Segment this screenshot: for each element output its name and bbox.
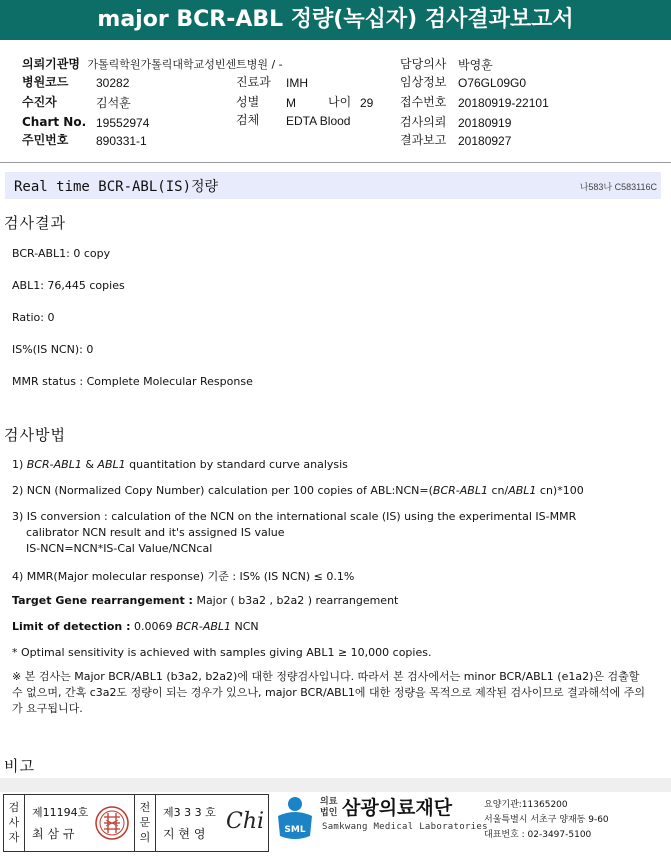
sex-label: 성별 xyxy=(236,95,260,109)
request-value: 20180919 xyxy=(458,116,512,130)
dept-value: IMH xyxy=(286,76,308,90)
clinical-value: O76GL09G0 xyxy=(458,76,527,90)
dept-label: 진료과 xyxy=(236,75,271,89)
result-bcr-abl1: BCR-ABL1: 0 copy xyxy=(12,247,111,260)
lod-gene: BCR-ABL1 xyxy=(175,620,232,633)
specialist-v2: 문 xyxy=(139,816,151,829)
lod-label: Limit of detection : xyxy=(12,620,131,633)
method-1-amp: & xyxy=(81,458,98,471)
method-note: ※ 본 검사는 Major BCR/ABL1 (b3a2, b2a2)에 대한 정량검사입니다. 따라서 본 검사에서는 minor BCR/ABL1 (e1a2)은 검출할 수 없으며, 간혹 c3a2도 정량이 되는 경우가 있으나, major BCR/ABL1에 대한 정량을 목적으로 제작된 검사이므로 결과해석에 주의가 요구됩니다. xyxy=(12,670,645,715)
method-2-a: 2) NCN (Normalized Copy Number) calculation per 100 copies of ABL:NCN=( xyxy=(12,484,433,497)
examiner-seal-icon xyxy=(94,805,130,841)
age-label: 나이 xyxy=(328,95,352,109)
lab-tag-2: 법인 xyxy=(320,808,338,818)
resident-value: 890331-1 xyxy=(96,134,147,148)
results-heading: 검사결과 xyxy=(4,214,66,232)
specialist-v1: 전 xyxy=(139,801,151,814)
hospital-code-label: 병원코드 xyxy=(22,75,69,89)
method-2-b: cn/ xyxy=(487,484,509,497)
hospital-code-row xyxy=(22,74,68,90)
test-title: Real time BCR-ABL(IS)정량 xyxy=(14,179,219,195)
specialist-name: 지 현 영 xyxy=(163,827,206,841)
examiner-name: 최 삼 규 xyxy=(32,827,75,841)
specialist-signature: Chi xyxy=(226,809,265,834)
receipt-label: 접수번호 xyxy=(400,95,447,109)
doctor-label: 담당의사 xyxy=(400,57,447,71)
lab-code: 요양기관:11365200 xyxy=(484,800,568,810)
method-4: 4) MMR(Major molecular response) 기준 : IS% (IS NCN) ≤ 0.1% xyxy=(12,570,355,583)
examiner-v2: 사 xyxy=(8,816,20,829)
report-title: major BCR-ABL 정량(녹십자) 검사결과보고서 xyxy=(0,0,671,40)
sml-logo-icon xyxy=(272,796,318,842)
chart-label: Chart No. xyxy=(22,115,87,129)
sign-divider-2 xyxy=(134,795,135,851)
result-abl1: ABL1: 76,445 copies xyxy=(12,279,125,292)
lab-address: 서울특별시 서초구 양재동 9-60 xyxy=(484,815,609,825)
test-band xyxy=(5,172,661,199)
receipt-value: 20180919-22101 xyxy=(458,96,549,110)
method-1 xyxy=(12,458,348,471)
specimen-label: 검체 xyxy=(236,113,260,127)
method-1-rest: quantitation by standard curve analysis xyxy=(125,458,348,471)
clinical-label: 임상정보 xyxy=(400,75,447,89)
lod-value: 0.0069 xyxy=(130,620,176,633)
specialist-vertical-label xyxy=(138,800,152,845)
institution-label: 의뢰기관명 xyxy=(22,57,80,71)
remarks-heading: 비고 xyxy=(4,757,35,775)
specialist-number: 제3 3 3 호 xyxy=(163,806,216,819)
method-2 xyxy=(12,484,584,497)
recipient-label: 수진자 xyxy=(22,95,57,109)
request-label: 검사의뢰 xyxy=(400,115,447,129)
method-2-gene2: ABL1 xyxy=(508,484,537,497)
method-3-line1: 3) IS conversion : calculation of the NCN on the international scale (IS) using the experimental IS-MMR xyxy=(12,510,577,523)
specimen-value: EDTA Blood xyxy=(286,114,351,128)
institution-row xyxy=(22,56,283,73)
lab-english-name: Samkwang Medical Laboratories xyxy=(322,822,488,832)
target-gene-label: Target Gene rearrangement : xyxy=(12,594,193,607)
method-2-c: cn)*100 xyxy=(536,484,584,497)
lod-unit: NCN xyxy=(231,620,259,633)
method-1-prefix: 1) xyxy=(12,458,27,471)
target-gene xyxy=(12,594,398,607)
examiner-vertical-label xyxy=(7,800,21,845)
recipient-value: 김석훈 xyxy=(96,96,131,110)
examiner-v1: 검 xyxy=(8,801,20,814)
lab-name: 삼광의료재단 xyxy=(342,797,453,819)
sign-divider-3 xyxy=(155,795,156,851)
method-1-gene1: BCR-ABL1 xyxy=(26,458,82,471)
resident-label: 주민번호 xyxy=(22,133,69,147)
method-3-line2: calibrator NCN result and it's assigned IS value xyxy=(26,526,285,539)
hospital-code-value: 30282 xyxy=(96,76,130,90)
sex-value: M xyxy=(286,96,296,110)
examiner-number: 제11194호 xyxy=(32,806,89,819)
method-3-line3: IS-NCN=NCN*IS-Cal Value/NCNcal xyxy=(26,542,213,555)
result-mmr: MMR status : Complete Molecular Response xyxy=(12,375,253,388)
test-code: 나583나 C583116C xyxy=(579,182,657,192)
specialist-v3: 의 xyxy=(139,831,151,844)
report-date-value: 20180927 xyxy=(458,134,512,148)
remarks-band xyxy=(0,778,671,792)
lab-tag xyxy=(320,797,337,819)
institution-value: 가톨릭학원가톨릭대학교성빈센트병원 / - xyxy=(87,58,283,71)
recipient-label-wrap xyxy=(22,94,57,110)
result-is-pct: IS%(IS NCN): 0 xyxy=(12,343,94,356)
chart-label-wrap xyxy=(22,114,86,130)
limit-of-detection xyxy=(12,620,259,633)
sensitivity-note: * Optimal sensitivity is achieved with samples giving ABL1 ≥ 10,000 copies. xyxy=(12,646,432,659)
method-2-gene1: BCR-ABL1 xyxy=(432,484,488,497)
sign-divider-1 xyxy=(24,795,25,851)
header-divider xyxy=(0,162,671,163)
result-ratio: Ratio: 0 xyxy=(12,311,55,324)
doctor-value: 박영훈 xyxy=(458,58,493,72)
examiner-v3: 자 xyxy=(8,831,20,844)
method-heading: 검사방법 xyxy=(4,426,66,444)
lab-phone: 대표번호 : 02-3497-5100 xyxy=(484,830,592,840)
age-value: 29 xyxy=(360,96,374,110)
sml-logo-text: SML xyxy=(284,825,306,835)
lab-tag-1: 의료 xyxy=(320,797,338,807)
target-gene-value: Major ( b3a2 , b2a2 ) rearrangement xyxy=(192,594,399,607)
chart-value: 19552974 xyxy=(96,116,150,130)
resident-label-wrap xyxy=(22,132,68,148)
signature-box xyxy=(3,794,269,852)
report-date-label: 결과보고 xyxy=(400,133,447,147)
method-1-gene2: ABL1 xyxy=(97,458,126,471)
